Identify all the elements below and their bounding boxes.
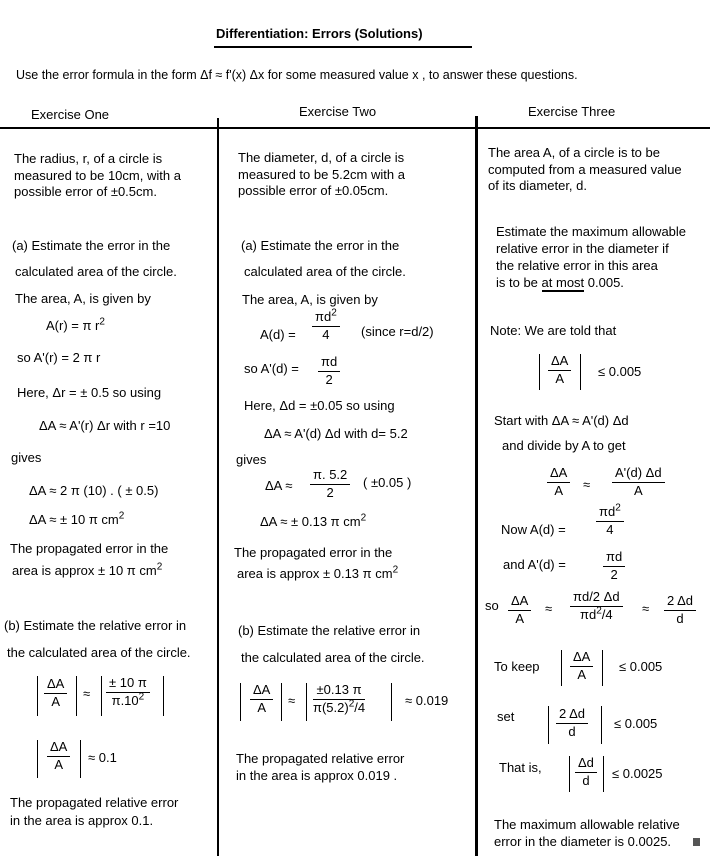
column-divider-2	[475, 116, 478, 856]
ex3-ineq-frac: $\frac{\Delta A}{A}$	[548, 354, 571, 387]
ex2-part-b-line1: (b) Estimate the relative error in	[238, 623, 421, 638]
ex2-abs-bar	[281, 683, 282, 721]
ex1-final-line2: in the area is approx 0.1.	[10, 813, 154, 828]
ex3-now-frac: $\frac{\pi d^2}{4}$	[596, 505, 624, 538]
ex1-area-formula: A(r) = π $r^2$	[46, 316, 105, 333]
ex3-task-line1: Estimate the maximum allowable	[496, 224, 687, 239]
ex1-part-a-line1: (a) Estimate the error in the	[12, 238, 171, 253]
ex3-so: so	[485, 598, 499, 613]
ex1-abs-bar	[101, 676, 102, 716]
ex3-divide: and divide by A to get	[502, 438, 626, 453]
ex3-set-frac: $\frac{2 \Delta d}{d}$	[556, 707, 588, 740]
ex3-ineq-rhs: ≤ 0.005	[598, 364, 642, 379]
ex1-abs-bar	[163, 676, 164, 716]
ex2-gives: gives	[236, 452, 267, 467]
ex1-derivative: so A'(r) = 2 π r	[17, 350, 101, 365]
ex1-part-b-line2: the calculated area of the circle.	[7, 645, 191, 660]
ex1-prop-line2: area is approx ± 10 π $cm^2$	[12, 561, 163, 578]
ex3-final-line2: error in the diameter is 0.0025.	[494, 834, 672, 849]
ex3-set-rhs: ≤ 0.005	[614, 716, 658, 731]
ex3-set: set	[497, 709, 515, 724]
column-divider-1	[217, 118, 219, 856]
header-exercise-one: Exercise One	[31, 107, 110, 122]
ex2-rel-frac2: $\frac{\pm 0.13 \pi}{\pi(5.2)^2/4}$	[313, 682, 366, 715]
ex2-rel-frac1: $\frac{\Delta A}{A}$	[250, 683, 273, 716]
ex3-so-frac3: $\frac{2 \Delta d}{d}$	[664, 594, 696, 627]
ex1-gives: gives	[11, 450, 42, 465]
ex3-now-lhs: Now A(d) =	[501, 522, 566, 537]
ex3-keep-frac: $\frac{\Delta A}{A}$	[570, 650, 593, 683]
ex3-keep-rhs: ≤ 0.005	[619, 659, 663, 674]
ex2-deriv-lhs: so A'(d) =	[244, 361, 299, 376]
ex1-approx-symbol: ≈	[83, 686, 91, 701]
ex1-here-line: Here, Δr = ± 0.5 so using	[17, 385, 162, 400]
ex1-rel-frac3: $\frac{\Delta A}{A}$	[47, 740, 70, 773]
ex3-keep: To keep	[494, 659, 540, 674]
ex3-div-frac2: $\frac{A'(d) \Delta d}{A}$	[612, 466, 665, 499]
ex1-rel-result: ≈ 0.1	[88, 750, 117, 765]
ex2-part-a-line2: calculated area of the circle.	[244, 264, 406, 279]
ex2-prop-line1: The propagated error in the	[234, 545, 393, 560]
ex1-part-b-line1: (b) Estimate the relative error in	[4, 618, 187, 633]
title-underline	[214, 46, 472, 48]
ex2-calc2: ΔA ≈ ± 0.13 π $cm^2$	[260, 512, 367, 529]
end-of-proof-mark	[693, 838, 700, 846]
ex3-final-line1: The maximum allowable relative	[494, 817, 680, 832]
ex2-prop-line2: area is approx ± 0.13 π $cm^2$	[237, 564, 399, 581]
ex3-abs-bar	[539, 354, 540, 390]
ex3-abs-bar	[548, 706, 549, 744]
ex2-approx-line: ΔA ≈ A'(d) Δd with d= 5.2	[264, 426, 408, 441]
ex2-deriv-frac: $\frac{\pi d}{2}$	[318, 355, 340, 388]
ex3-task-line2: relative error in the diameter if	[496, 241, 669, 256]
ex3-so-approx1: ≈	[545, 601, 553, 616]
ex3-task-line3: the relative error in this area	[496, 258, 658, 273]
ex1-approx-line: ΔA ≈ A'(r) Δr with r =10	[39, 418, 171, 433]
ex2-abs-bar	[306, 683, 307, 721]
ex2-rel-result: ≈ 0.019	[405, 693, 449, 708]
ex3-note: Note: We are told that	[490, 323, 617, 338]
ex1-rel-frac2: $\frac{\pm 10 \pi}{\pi.10^2}$	[106, 676, 150, 709]
ex3-so-frac2: $\frac{\pi d/2 \Delta d}{\pi d^2/4}$	[570, 590, 623, 623]
ex2-statement: The diameter, d, of a circle is measured to be 5.2cm with a possible error of ±0.05cm.	[238, 150, 405, 199]
ex1-calc2: ΔA ≈ ± 10 π $cm^2$	[29, 510, 125, 527]
ex2-part-a-line1: (a) Estimate the error in the	[241, 238, 400, 253]
ex1-area-given: The area, A, is given by	[15, 291, 151, 306]
ex1-abs-bar	[37, 676, 38, 716]
ex1-final-line1: The propagated relative error	[10, 795, 179, 810]
ex1-statement: The radius, r, of a circle is measured to be 10cm, with a possible error of ±0.5cm.	[14, 151, 181, 200]
ex1-rel-frac1: $\frac{\Delta A}{A}$	[44, 677, 67, 710]
ex3-that-is: That is,	[499, 760, 542, 775]
ex2-final-line1: The propagated relative error	[236, 751, 405, 766]
ex1-calc1: ΔA ≈ 2 π (10) . ( ± 0.5)	[29, 483, 159, 498]
ex1-prop-line1: The propagated error in the	[10, 541, 169, 556]
ex2-area-given: The area, A, is given by	[242, 292, 378, 307]
ex3-and-frac: $\frac{\pi d}{2}$	[603, 550, 625, 583]
header-exercise-three: Exercise Three	[528, 104, 616, 119]
ex3-abs-bar	[569, 756, 570, 792]
ex3-statement: The area A, of a circle is to be computed from a measured value of its diameter, d.	[488, 145, 682, 194]
ex1-abs-bar	[80, 740, 81, 778]
ex3-abs-bar	[603, 756, 604, 792]
ex2-abs-bar	[240, 683, 241, 721]
ex1-abs-bar	[37, 740, 38, 778]
ex2-abs-bar	[391, 683, 392, 721]
ex1-abs-bar	[76, 676, 77, 716]
ex2-calc1-lhs: ΔA ≈	[265, 478, 293, 493]
ex3-that-rhs: ≤ 0.0025	[612, 766, 663, 781]
ex3-at-most-emphasis: at most	[541, 275, 585, 290]
ex2-formula-note: (since r=d/2)	[361, 324, 434, 339]
ex2-approx-symbol: ≈	[288, 693, 296, 708]
ex3-that-frac: $\frac{\Delta d}{d}$	[575, 756, 597, 789]
ex3-div-frac1: $\frac{\Delta A}{A}$	[547, 466, 570, 499]
ex3-so-frac1: $\frac{\Delta A}{A}$	[508, 594, 531, 627]
page-title: Differentiation: Errors (Solutions)	[216, 26, 423, 41]
ex2-formula-lhs: A(d) =	[260, 327, 296, 342]
ex3-start-with: Start with ΔA ≈ A'(d) Δd	[494, 413, 629, 428]
ex2-final-line2: in the area is approx 0.019 .	[236, 768, 398, 783]
ex3-abs-bar	[601, 706, 602, 744]
ex3-and-lhs: and A'(d) =	[503, 557, 566, 572]
ex3-abs-bar	[561, 650, 562, 686]
ex3-div-approx: ≈	[583, 477, 591, 492]
ex3-abs-bar	[602, 650, 603, 686]
ex1-part-a-line2: calculated area of the circle.	[15, 264, 177, 279]
ex2-calc1-frac: $\frac{\pi. 5.2}{2}$	[310, 468, 350, 501]
ex3-task-line4: is to be at most 0.005.	[496, 275, 624, 290]
intro-text: Use the error formula in the form Δf ≈ f'(x) Δx for some measured value x , to answer these questions.	[16, 68, 578, 82]
ex2-formula-frac: $\frac{\pi d^2}{4}$	[312, 310, 340, 343]
ex2-here-line: Here, Δd = ±0.05 so using	[244, 398, 395, 413]
ex3-so-approx2: ≈	[642, 601, 650, 616]
ex2-part-b-line2: the calculated area of the circle.	[241, 650, 425, 665]
ex2-calc1-rhs: ( ±0.05 )	[363, 475, 412, 490]
ex3-abs-bar	[580, 354, 581, 390]
header-exercise-two: Exercise Two	[299, 104, 377, 119]
header-rule	[0, 127, 710, 129]
